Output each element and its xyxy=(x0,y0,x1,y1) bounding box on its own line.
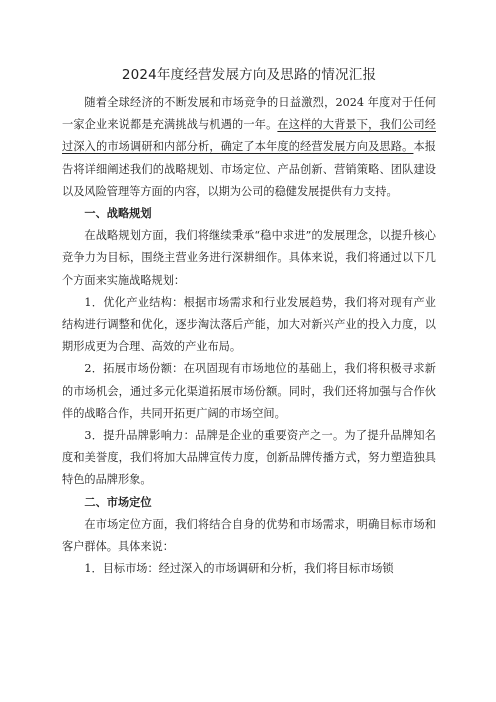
market-item-1: 1．目标市场：经过深入的市场调研和分析，我们将目标市场锁 xyxy=(84,562,394,576)
document-title: 2024年度经营发展方向及思路的情况汇报 xyxy=(121,67,377,83)
strategy-item-1: 1．优化产业结构：根据市场需求和行业发展趋势，我们将对现有产业结构进行调整和优化，逐步淘汰落后产能，加大对新兴产业的投入力度，以期形成更为合理、高效的产业布局。 xyxy=(62,295,436,354)
intro-paragraph xyxy=(62,92,436,203)
strategy-item-2: 2．拓展市场份额：在巩固现有市场地位的基础上，我们将积极寻求新的市场机会，通过多元化渠道拓展市场份额。同时，我们还将加强与合作伙伴的战略合作，共同开拓更广阔的市场空间。 xyxy=(62,362,436,420)
underlined-text: 在这样的大背景下，我们公司经过深入的市场调研和内部分析，确定了本年度的经营发展方向及思路。 xyxy=(62,118,436,154)
section-heading-strategy: 一、战略规划 xyxy=(84,207,152,221)
strategy-intro-paragraph: 在战略规划方面，我们将继续秉承“稳中求进”的发展理念，以提升核心竞争力为目标，围绕主营业务进行深耕细作。具体来说，我们将通过以下几个方面来实施战略规划： xyxy=(62,229,436,287)
market-intro-paragraph: 在市场定位方面，我们将结合自身的优势和市场需求，明确目标市场和客户群体。具体来说： xyxy=(62,517,436,554)
intro-text-continued: 本报告将详细阐述我们的战略规划、市场定位、产品创新、营销策略、团队建设以及风险管理等方面的内容，以期为公司的稳健发展提供有力支持。 xyxy=(62,140,436,198)
intro-text: 随着全球经济的不断发展和市场竞争的日益激烈，2024 年度对于任何一家企业来说都是充满挑战与机遇的一年。 xyxy=(62,96,436,132)
section-heading-market: 二、市场定位 xyxy=(84,495,152,509)
strategy-item-3: 3．提升品牌影响力：品牌是企业的重要资产之一。为了提升品牌知名度和美誉度，我们将加大品牌宣传力度，创新品牌传播方式，努力塑造独具特色的品牌形象。 xyxy=(62,429,436,487)
